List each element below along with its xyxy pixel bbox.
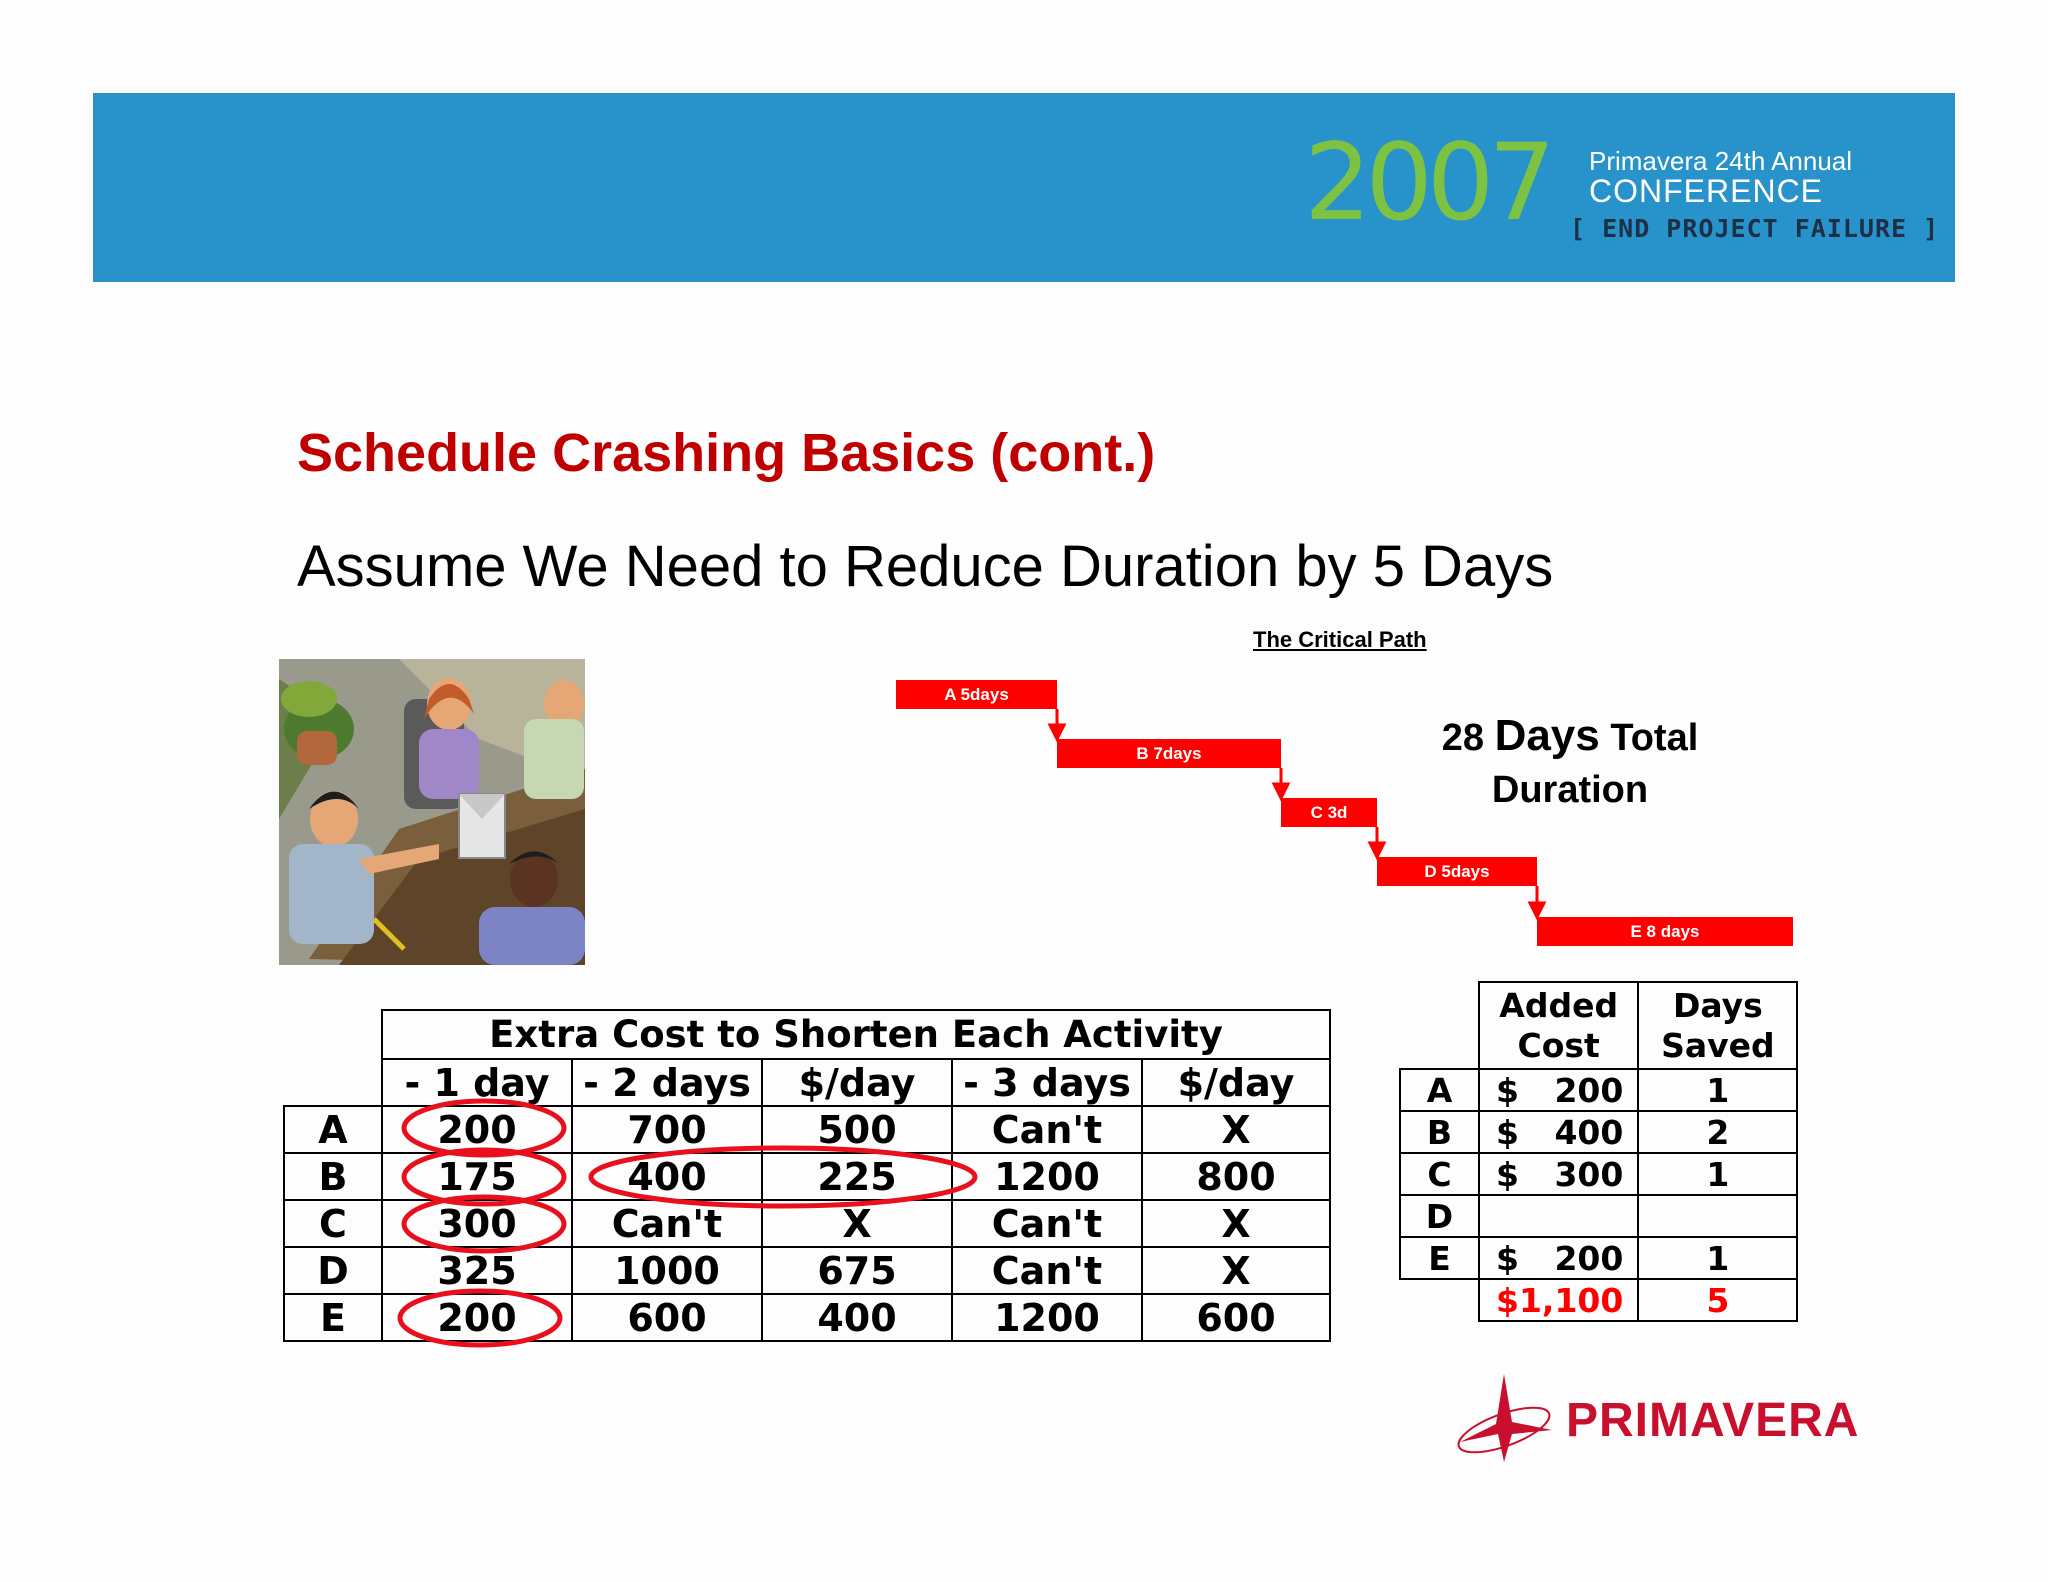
- critical-path-title: The Critical Path: [1253, 627, 1427, 652]
- days-saved: 1: [1638, 1237, 1797, 1279]
- row-id: E: [284, 1294, 382, 1341]
- table-row: [284, 1294, 1330, 1341]
- conference-year: 2007: [1304, 121, 1550, 244]
- meeting-clipart-icon: [279, 659, 585, 965]
- total-days-unit: Days: [1494, 711, 1600, 760]
- table-cell: 175: [382, 1153, 572, 1200]
- table-cell: 325: [382, 1247, 572, 1294]
- table-cell: 400: [762, 1294, 952, 1341]
- table-cell: Can't: [952, 1247, 1142, 1294]
- arrow-c-d: [1370, 843, 1384, 857]
- table-row: [1400, 1153, 1797, 1195]
- table-cell: 500: [762, 1106, 952, 1153]
- total-days-total: Total: [1610, 717, 1699, 759]
- table-row: [284, 1247, 1330, 1294]
- header-minus-2-days: - 2 days: [572, 1059, 762, 1106]
- total-days-number: 28: [1441, 717, 1484, 759]
- table-cell: 200: [382, 1294, 572, 1341]
- total-days-duration: Duration: [1491, 769, 1649, 811]
- table-cell: 400: [572, 1153, 762, 1200]
- days-saved: [1638, 1195, 1797, 1237]
- days-saved: 1: [1638, 1153, 1797, 1195]
- table-cell: X: [1142, 1106, 1330, 1153]
- table-cell: 800: [1142, 1153, 1330, 1200]
- total-duration-label: [1380, 710, 1760, 816]
- table-cell: 300: [382, 1200, 572, 1247]
- days-saved: 2: [1638, 1111, 1797, 1153]
- row-id: C: [1400, 1153, 1479, 1195]
- table-cell: 675: [762, 1247, 952, 1294]
- row-id: D: [1400, 1195, 1479, 1237]
- table-cell: 1000: [572, 1247, 762, 1294]
- total-currency: $: [1496, 1280, 1519, 1320]
- cost-table-title: Extra Cost to Shorten Each Activity: [382, 1010, 1330, 1059]
- days-saved: 1: [1638, 1069, 1797, 1111]
- critical-path-bar-a: A 5days: [896, 680, 1057, 709]
- conference-tagline: [ END PROJECT FAILURE ]: [1570, 214, 1940, 243]
- currency: $: [1496, 1154, 1519, 1194]
- extra-cost-table: [283, 1009, 1331, 1342]
- currency: $: [1496, 1070, 1519, 1110]
- header-minus-1-day: - 1 day: [382, 1059, 572, 1106]
- currency: $: [1496, 1238, 1519, 1278]
- table-cell: Can't: [572, 1200, 762, 1247]
- row-id: D: [284, 1247, 382, 1294]
- row-id: C: [284, 1200, 382, 1247]
- primavera-logo-text: PRIMAVERA: [1566, 1394, 1860, 1447]
- row-id: A: [284, 1106, 382, 1153]
- table-row: [284, 1200, 1330, 1247]
- currency: $: [1496, 1112, 1519, 1152]
- table-cell: Can't: [952, 1200, 1142, 1247]
- slide-title: Schedule Crashing Basics (cont.): [297, 423, 1156, 483]
- table-cell: 600: [572, 1294, 762, 1341]
- added-cost: 200: [1554, 1238, 1624, 1278]
- added-cost: 300: [1554, 1154, 1624, 1194]
- header-per-day-2: $/day: [762, 1059, 952, 1106]
- conference-name: Primavera 24th Annual: [1589, 146, 1853, 176]
- table-row: [284, 1153, 1330, 1200]
- added-cost: 200: [1554, 1070, 1624, 1110]
- table-row: [284, 1106, 1330, 1153]
- table-cell: Can't: [952, 1106, 1142, 1153]
- arrow-b-c: [1274, 784, 1288, 798]
- arrow-a-b: [1050, 725, 1064, 739]
- total-days-saved: 5: [1638, 1279, 1797, 1321]
- table-cell: 600: [1142, 1294, 1330, 1341]
- critical-path-bar-e: E 8 days: [1537, 917, 1793, 946]
- total-row: [1400, 1279, 1797, 1321]
- row-id: B: [1400, 1111, 1479, 1153]
- conference-label: CONFERENCE: [1589, 173, 1824, 209]
- table-cell: 200: [382, 1106, 572, 1153]
- table-row: [1400, 1237, 1797, 1279]
- critical-path-bar-d: D 5days: [1377, 857, 1537, 886]
- table-cell: X: [762, 1200, 952, 1247]
- row-id: B: [284, 1153, 382, 1200]
- arrow-d-e: [1530, 903, 1544, 917]
- table-cell: 225: [762, 1153, 952, 1200]
- table-row: [1400, 1195, 1797, 1237]
- row-id: E: [1400, 1237, 1479, 1279]
- table-cell: X: [1142, 1200, 1330, 1247]
- row-id: A: [1400, 1069, 1479, 1111]
- total-added-cost: 1,100: [1518, 1280, 1624, 1320]
- summary-table: [1399, 981, 1798, 1322]
- table-cell: X: [1142, 1247, 1330, 1294]
- table-cell: 1200: [952, 1294, 1142, 1341]
- table-cell: 700: [572, 1106, 762, 1153]
- header-minus-3-days: - 3 days: [952, 1059, 1142, 1106]
- table-row: [1400, 1111, 1797, 1153]
- header-per-day-3: $/day: [1142, 1059, 1330, 1106]
- table-row: [1400, 1069, 1797, 1111]
- header-added-cost: Added Cost: [1479, 982, 1638, 1069]
- table-cell: 1200: [952, 1153, 1142, 1200]
- critical-path-bar-c: C 3d: [1281, 798, 1377, 827]
- added-cost: 400: [1554, 1112, 1624, 1152]
- header-days-saved: Days Saved: [1638, 982, 1797, 1069]
- critical-path-bar-b: B 7days: [1057, 739, 1281, 768]
- slide-subtitle: Assume We Need to Reduce Duration by 5 Days: [297, 534, 1554, 599]
